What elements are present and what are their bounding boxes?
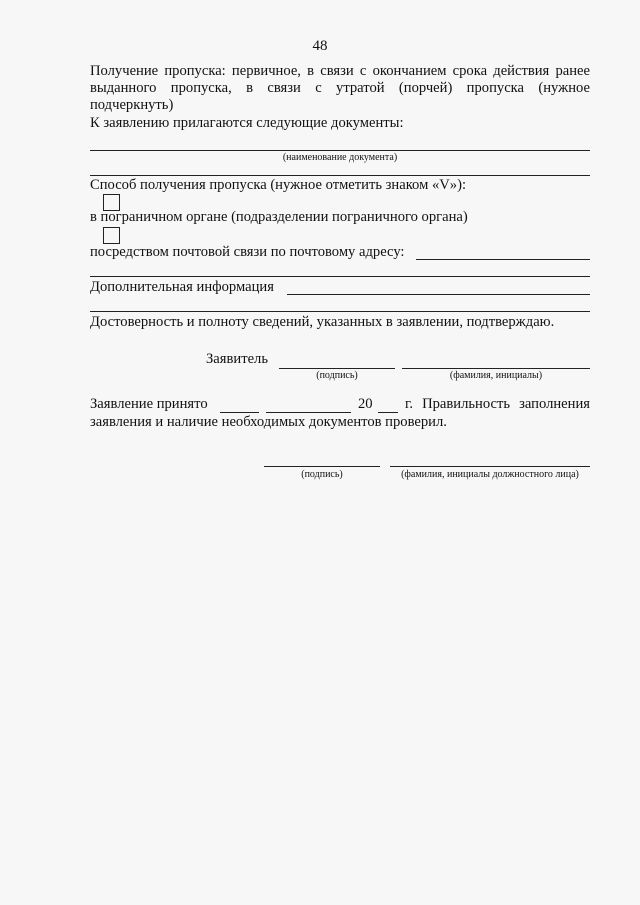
method-label: Способ получения пропуска (нужное отметить знаком «V»): <box>90 177 467 193</box>
accepted-label: Заявление принято <box>90 396 208 412</box>
checkbox-postal[interactable] <box>103 227 120 244</box>
pass-reason-line2: выданного пропуска, в связи с утратой (порчей) пропуска (нужное <box>90 80 590 96</box>
page-number: 48 <box>312 38 328 54</box>
official-signature-line[interactable] <box>264 466 380 467</box>
document-name-line[interactable] <box>90 150 590 151</box>
applicant-signature-line[interactable] <box>279 368 395 369</box>
pass-reason-line1: Получение пропуска: первичное, в связи с окончанием срока действия ранее <box>90 63 590 79</box>
document-name-caption: (наименование документа) <box>282 152 398 163</box>
official-name-line[interactable] <box>390 466 590 467</box>
document-name-line-2[interactable] <box>90 175 590 176</box>
option-border-office: в пограничном органе (подразделении пограничного органа) <box>90 209 468 225</box>
applicant-name-line[interactable] <box>402 368 590 369</box>
applicant-label: Заявитель <box>206 351 268 367</box>
applicant-signature-caption: (подпись) <box>316 370 358 381</box>
confirmation-text: Достоверность и полноту сведений, указанных в заявлении, подтверждаю. <box>90 314 555 330</box>
postal-address-line-2[interactable] <box>90 276 590 277</box>
accepted-tail: г. Правильность заполнения <box>405 396 590 412</box>
additional-info-line[interactable] <box>287 294 590 295</box>
accepted-line2: заявления и наличие необходимых документов проверил. <box>90 414 447 430</box>
official-signature-caption: (подпись) <box>301 469 343 480</box>
accepted-month-line[interactable] <box>266 412 351 413</box>
option-postal: посредством почтовой связи по почтовому адресу: <box>90 244 405 260</box>
applicant-name-caption: (фамилия, инициалы) <box>449 370 543 381</box>
accepted-day-line[interactable] <box>220 412 259 413</box>
official-name-caption: (фамилия, инициалы должностного лица) <box>401 469 579 480</box>
additional-info-line-2[interactable] <box>90 311 590 312</box>
attached-docs-label: К заявлению прилагаются следующие документы: <box>90 115 404 131</box>
pass-reason-line3: подчеркнуть) <box>90 97 174 113</box>
postal-address-line[interactable] <box>416 259 590 260</box>
accepted-year-line[interactable] <box>378 412 398 413</box>
additional-info-label: Дополнительная информация <box>90 279 274 295</box>
accepted-century: 20 <box>358 396 373 412</box>
